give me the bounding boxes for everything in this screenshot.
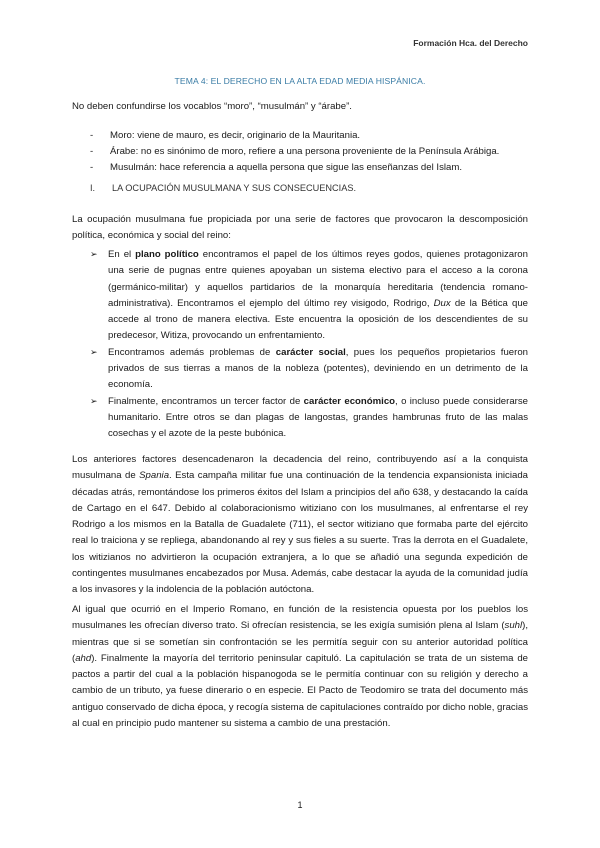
- factors-list: [90, 247, 528, 443]
- factor-keyword: carácter social: [275, 346, 346, 358]
- lead-paragraph: La ocupación musulmana fue propiciada por una serie de factores que provocaron la descomposición política, económica y social del reino:: [72, 214, 528, 242]
- document-title: TEMA 4: EL DERECHO EN LA ALTA EDAD MEDIA HISPÁNICA.: [174, 76, 426, 86]
- conquest-paragraph: Los anteriores factores desencadenaron la decadencia del reino, contribuyendo así a la conquista musulmana de Spania. Esta campaña militar fue una continuación de la tendencia expansionista iniciada décadas atrás, remontándose los primeros éxitos del Islam a principios del año 638, y destacando la caída de Cartago en el 647. Debido al colaboracionismo witiziano con los musulmanes, al enfrentarse el rey Rodrigo a los mismos en la Batalla de Guadalete (711), el sector witiziano que formaba parte del ejército real lo traiciona y se repliega, abandonando al rey y sus fieles a su suerte. Tras la derrota en el Guadalete, los witizianos no advirtieron la ocupación extranjera, a lo que se añadió una segunda expedición de contingentes musulmanes encabezados por Musa. Además, cabe destacar la ayuda de la comunidad judía a los invasores y la indolencia de la población autóctona.: [72, 454, 528, 596]
- factor-item-political: ➢ En el plano político encontramos el papel de los últimos reyes godos, quienes protagonizaron una serie de pugnas entre quienes apoyaban un sistema electivo para el acceso a la corona (germánico-militar) y aquellos partidarios de la monarquía hereditaria (tendencia romano-administrativa). Encontramos el ejemplo del último rey visigodo, Rodrigo, Dux de la Bética que accede al trono de manera electiva. Este encuentra la oposición de los descendientes de su predecesor, Witiza, provocando un enfrentamiento.: [90, 247, 528, 345]
- definition-item: - Musulmán: hace referencia a aquella persona que sigue las enseñanzas del Islam.: [90, 160, 530, 176]
- intro-paragraph: No deben confundirse los vocablos “moro”, “musulmán” y “árabe”.: [72, 101, 352, 112]
- definitions-list: [90, 128, 530, 177]
- capitulation-paragraph: Al igual que ocurrió en el Imperio Romano, en función de la resistencia opuesta por los pueblos los musulmanes les ofrecían diverso trato. Si ofrecían resistencia, se les exigía sumisión plena al Islam (suhl), mientras que si se sometían sin confrontación se les permitía seguir con su anterior autoridad política (ahd). Finalmente la mayoría del territorio peninsular capituló. La capitulación se trata de un sistema de pactos a partir del cual a la población hispanogoda se le permitía continuar con su religión y derecho a cambio de un tributo, ya fuese dinerario o en especie. El Pacto de Teodomiro se trata del documento más antiguo conservado de dicha época, y recogía sistema de capitulaciones contraído por dicho noble, gracias al cual en principio pudo mantener su sistema a cambio de una prestación.: [72, 604, 528, 730]
- running-header: Formación Hca. del Derecho: [413, 38, 528, 48]
- section-heading: [90, 183, 356, 193]
- factor-keyword: plano político: [135, 249, 199, 260]
- definition-item: - Moro: viene de mauro, es decir, originario de la Mauritania.: [90, 128, 530, 144]
- section-title: LA OCUPACIÓN MUSULMANA Y SUS CONSECUENCIAS.: [112, 183, 357, 193]
- section-number: I.: [90, 183, 96, 193]
- page-number: 1: [297, 800, 303, 810]
- factor-item-social: ➢ Encontramos además problemas de carácter social, pues los pequeños propietarios fueron privados de sus tierras a manos de la nobleza (potentes), deviniendo en un detrimento de la economía.: [90, 345, 528, 394]
- factor-keyword: carácter económico: [303, 395, 396, 407]
- factor-item-economic: ➢ Finalmente, encontramos un tercer factor de carácter económico, o incluso puede considerarse humanitario. Entre otros se dan plagas de langostas, grandes hambrunas fruto de las malas cosechas y el azote de la peste bubónica.: [90, 394, 528, 443]
- definition-item: - Árabe: no es sinónimo de moro, refiere a una persona proveniente de la Península Arábiga.: [90, 144, 530, 160]
